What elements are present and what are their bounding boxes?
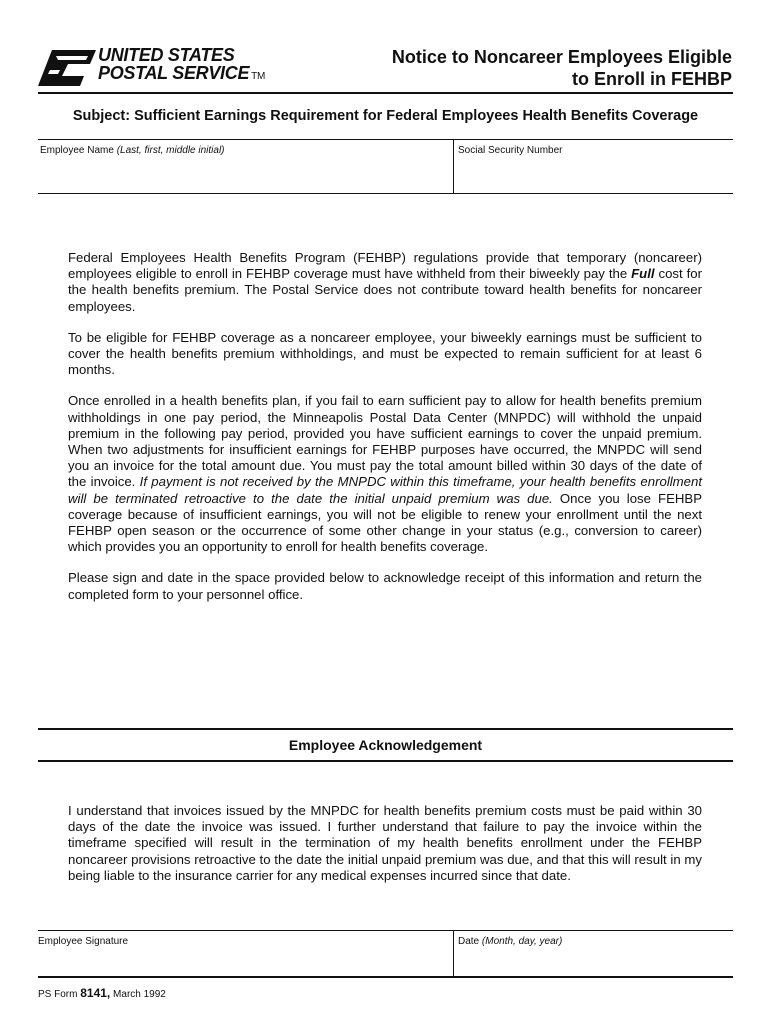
ack-top-rule: [38, 728, 733, 730]
employee-name-field[interactable]: [38, 160, 452, 192]
signature-top-rule: [38, 930, 733, 931]
paragraph-2: To be eligible for FEHBP coverage as a noncareer employee, your biweekly earnings must be sufficient to cover the health benefits premium withholdings, and must be expected to remain sufficient for at least 6 months.: [68, 329, 702, 378]
employee-name-label: Employee Name (Last, first, middle initial): [40, 145, 225, 156]
date-field[interactable]: [455, 950, 731, 976]
title-line-2: to Enroll in FEHBP: [572, 69, 732, 89]
fields-bottom-rule: [38, 193, 733, 194]
ack-title: Employee Acknowledgement: [288, 737, 483, 753]
termination-warning: If payment is not received by the MNPDC within this timeframe, your health benefits enrollment will be terminated retroactive to the date the initial unpaid premium was due.: [68, 474, 702, 506]
date-label: Date (Month, day, year): [458, 936, 563, 947]
date-hint: (Month, day, year): [481, 936, 563, 947]
form-title: [392, 46, 732, 90]
subject-line: Subject: Sufficient Earnings Requirement for Federal Employees Health Benefits Coverage: [72, 108, 699, 124]
fields-divider: [453, 139, 454, 194]
form-footer: [38, 986, 166, 1000]
form-date: March 1992: [113, 989, 166, 1000]
form-prefix: PS Form: [38, 989, 78, 1000]
employee-name-hint: (Last, first, middle initial): [116, 145, 225, 156]
paragraph-1: Federal Employees Health Benefits Program (FEHBP) regulations provide that temporary (noncareer) employees eligible to enroll in FEHBP coverage must have withheld from their biweekly pay the Full cost for the health benefits premium. The Postal Service does not contribute toward health benefits for noncareer employees.: [68, 250, 702, 314]
ack-bottom-rule: [38, 760, 733, 762]
title-line-1: Notice to Noncareer Employees Eligible: [391, 47, 732, 67]
usps-eagle-logo: [38, 46, 98, 90]
ack-paragraph: I understand that invoices issued by the MNPDC for health benefits premium costs must be paid within 30 days of the date the invoice was issued. I further understand that failure to pay the invoice within the timeframe specified will result in the termination of my health benefits enrollment under the FEHBP noncareer provisions retroactive to the date the initial unpaid premium was due, and that this will result in my being liable to the insurance carrier for any medical expenses incurred since that date.: [68, 803, 702, 883]
signature-field[interactable]: [38, 950, 451, 976]
signature-divider: [453, 930, 454, 977]
ssn-label: Social Security Number: [458, 145, 563, 156]
header-rule: [38, 92, 733, 94]
form-number: 8141,: [80, 986, 111, 1000]
trademark: TM: [251, 71, 266, 82]
logo-line-1: UNITED STATES: [98, 45, 235, 65]
logo-line-2: POSTAL SERVICE TM: [98, 63, 266, 83]
signature-bottom-rule: [38, 976, 733, 978]
paragraph-4: Please sign and date in the space provided below to acknowledge receipt of this information and return the completed form to your personnel office.: [68, 570, 702, 602]
notice-body: [68, 250, 702, 618]
ssn-field[interactable]: [455, 160, 731, 192]
fields-top-rule: [38, 139, 733, 140]
ack-text: [68, 803, 702, 899]
usps-wordmark: [98, 46, 265, 86]
signature-label: Employee Signature: [38, 936, 129, 947]
paragraph-3: Once enrolled in a health benefits plan, if you fail to earn sufficient pay to allow for health benefits premium withholdings in one pay period, the Minneapolis Postal Data Center (MNPDC) will withhold the unpaid premium in the following pay period, provided you have sufficient earnings to cover the unpaid premium. When two adjustments for insufficient earnings for FEHBP purposes have occurred, the MNPDC will send you an invoice for the total amount due. You must pay the total amount billed within 30 days of the date of the invoice. If payment is not received by the MNPDC within this timeframe, your health benefits enrollment will be terminated retroactive to the date the initial unpaid premium was due. Once you lose FEHBP coverage because of insufficient earnings, you will not be eligible to renew your enrollment until the next FEHBP open season or the occurrence of some other change in your status (e.g., conversion to career) which provides you an opportunity to enroll for health benefits coverage.: [68, 393, 702, 555]
full-emphasis: Full: [631, 266, 655, 282]
